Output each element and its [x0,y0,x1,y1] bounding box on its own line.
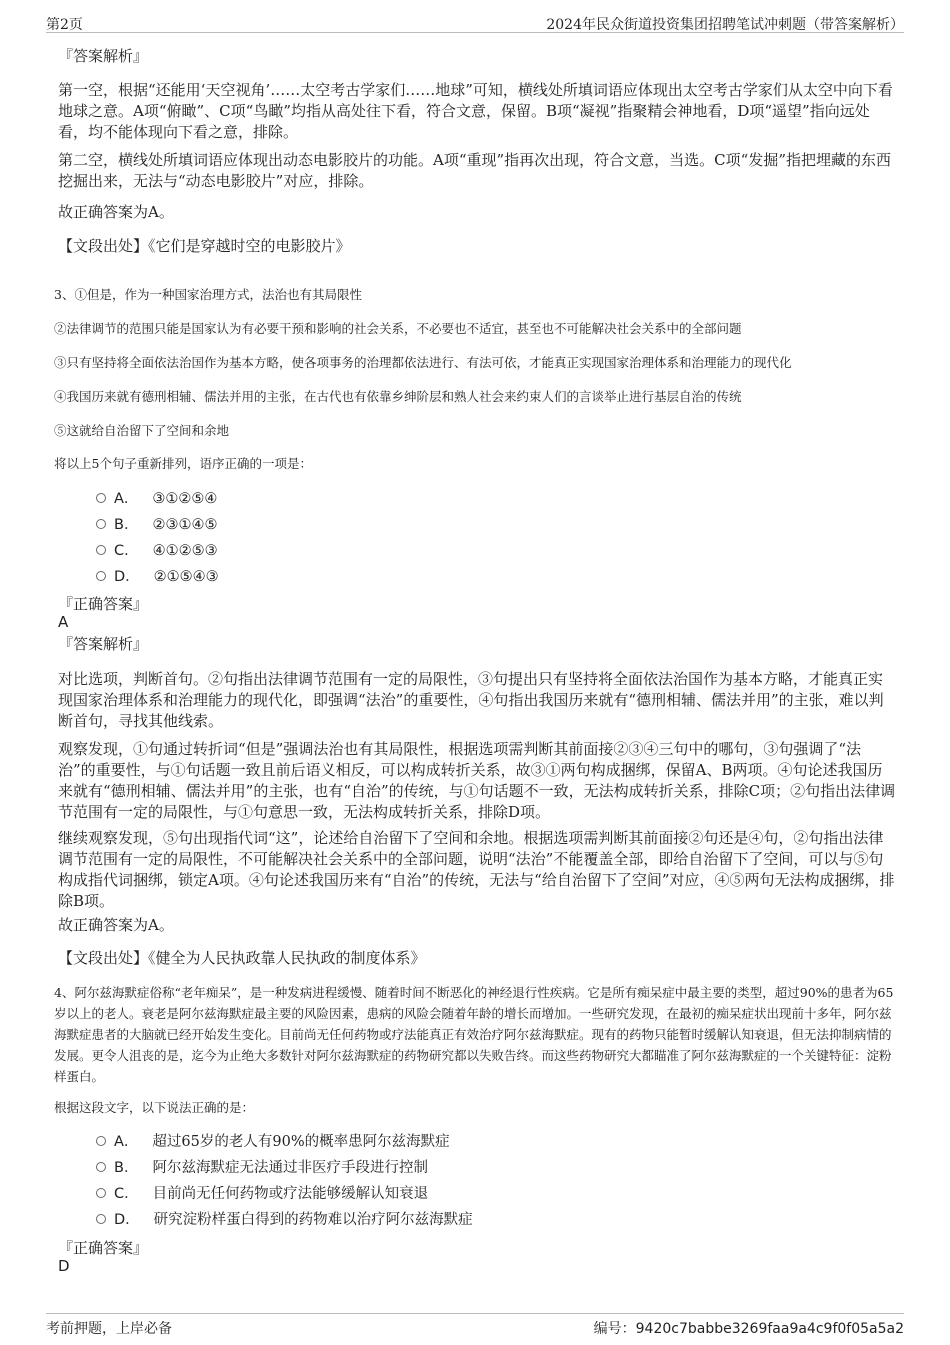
document-title: 2024年民众街道投资集团招聘笔试冲刺题（带答案解析） [546,17,904,33]
option-b[interactable]: B． 阿尔兹海默症无法通过非医疗手段进行控制 [96,1158,428,1178]
option-c[interactable]: C． 目前尚无任何药物或疗法能够缓解认知衰退 [96,1184,428,1204]
analysis-paragraph: 第一空，根据“还能用‘天空视角’……太空考古学家们……地球”可知，横线处所填词语应体现出太空考古学家们从太空中向下看地球之意。A项“俯瞰”、C项“鸟瞰”均指从高处往下看，符合文意，保留。B项“凝视”指聚精会神地看，D项“遥望”指向远处看，均不能体现向下看之意，排除。 [58,81,893,141]
correct-answer: A [58,613,69,631]
correct-answer-heading: 『正确答案』 [58,1239,149,1257]
radio-icon[interactable] [96,1214,106,1224]
radio-icon[interactable] [96,519,106,529]
document-serial: 编号：9420c7babbe3269faa9a4c9f0f05a5a2 [593,1321,904,1337]
radio-icon[interactable] [96,1162,106,1172]
question-sentence: ⑤这就给自治留下了空间和余地 [54,423,230,438]
radio-icon[interactable] [96,493,106,503]
page-header [46,12,904,33]
radio-icon[interactable] [96,1136,106,1146]
radio-icon[interactable] [96,1188,106,1198]
question-sentence: 3、①但是，作为一种国家治理方式，法治也有其局限性 [54,287,362,302]
option-d[interactable]: D． 研究淀粉样蛋白得到的药物难以治疗阿尔兹海默症 [96,1210,473,1230]
analysis-heading: 『答案解析』 [58,635,149,653]
answer-conclusion: 故正确答案为A。 [58,203,174,221]
correct-answer: D [58,1257,70,1275]
option-a[interactable]: A． ③①②⑤④ [96,489,217,509]
radio-icon[interactable] [96,571,106,581]
option-a[interactable]: A． 超过65岁的老人有90%的概率患阿尔兹海默症 [96,1132,450,1152]
footer-slogan: 考前押题，上岸必备 [46,1321,172,1337]
analysis-paragraph: 继续观察发现，⑤句出现指代词“这”，论述给自治留下了空间和余地。根据选项需判断其前面接②句还是④句，②句指出法律调节范围有一定的局限性，不可能解决社会关系中的全部问题，说明“法治”不能覆盖全部，即给自治留下了空间，可以与⑤句构成指代词捆绑，锁定A项。④句论述我国历来有“自治”的传统，无法与“给自治留下了空间”对应，④⑤两句无法构成捆绑，排除B项。 [58,829,895,910]
analysis-paragraph: 第二空，横线处所填词语应体现出动态电影胶片的功能。A项“重现”指再次出现，符合文意，当选。C项“发掘”指把埋藏的东西挖掘出来，无法与“动态电影胶片”对应，排除。 [58,151,891,190]
source-note: 【文段出处】《健全为人民执政靠人民执政的制度体系》 [58,949,426,967]
question-prompt: 根据这段文字，以下说法正确的是： [54,1100,255,1115]
question-sentence: ②法律调节的范围只能是国家认为有必要干预和影响的社会关系，不必要也不适宜，甚至也不可能解决社会关系中的全部问题 [54,321,742,336]
option-b[interactable]: B． ②③①④⑤ [96,515,217,535]
radio-icon[interactable] [96,545,106,555]
answer-conclusion: 故正确答案为A。 [58,916,174,934]
page-number: 第2页 [46,17,83,33]
option-d[interactable]: D． ②①⑤④③ [96,567,219,587]
question-sentence: ③只有坚持将全面依法治国作为基本方略，使各项事务的治理都依法进行、有法可依，才能真正实现国家治理体系和治理能力的现代化 [54,355,792,370]
page-footer [46,1313,904,1337]
question-passage: 4、阿尔兹海默症俗称“老年痴呆”，是一种发病进程缓慢、随着时间不断恶化的神经退行性疾病。它是所有痴呆症中最主要的类型，超过90%的患者为65岁以上的老人。衰老是阿尔兹海默症最主要的风险因素，患病的风险会随着年龄的增长而增加。一些研究发现，在最初的痴呆症状出现前十多年，阿尔兹海默症患者的大脑就已经开始发生变化。目前尚无任何药物或疗法能真正有效治疗阿尔兹海默症。现有的药物只能暂时缓解认知衰退，但无法抑制病情的发展。更令人沮丧的是，迄今为止绝大多数针对阿尔兹海默症的药物研究都以失败告终。而这些药物研究大都瞄准了阿尔兹海默症的一个关键特征：淀粉样蛋白。 [54,985,894,1084]
correct-answer-heading: 『正确答案』 [58,595,149,613]
option-c[interactable]: C． ④①②⑤③ [96,541,218,561]
analysis-paragraph: 对比选项，判断首句。②句指出法律调节范围有一定的局限性，③句提出只有坚持将全面依法治国作为基本方略，才能真正实现国家治理体系和治理能力的现代化，即强调“法治”的重要性，④句指出我国历来就有“德刑相辅、儒法并用”的主张，难以判断首句，寻找其他线索。 [58,670,884,730]
question-sentence: ④我国历来就有德刑相辅、儒法并用的主张，在古代也有依靠乡绅阶层和熟人社会来约束人们的言谈举止进行基层自治的传统 [54,389,742,404]
analysis-heading: 『答案解析』 [58,47,149,65]
analysis-paragraph: 观察发现，①句通过转折词“但是”强调法治也有其局限性，根据选项需判断其前面接②③④三句中的哪句，③句强调了“法治”的重要性，与①句话题一致且前后语义相反，可以构成转折关系，故③①两句构成捆绑，保留A、B两项。④句论述我国历来就有“德刑相辅、儒法并用”的主张，也有“自治”的传统，与①句话题不一致，无法构成转折关系，排除C项；②句指出法律调节范围有一定的局限性，与①句意思一致，无法构成转折关系，排除D项。 [58,740,896,821]
source-note: 【文段出处】《它们是穿越时空的电影胶片》 [58,237,351,255]
question-prompt: 将以上5个句子重新排列，语序正确的一项是： [54,456,312,471]
